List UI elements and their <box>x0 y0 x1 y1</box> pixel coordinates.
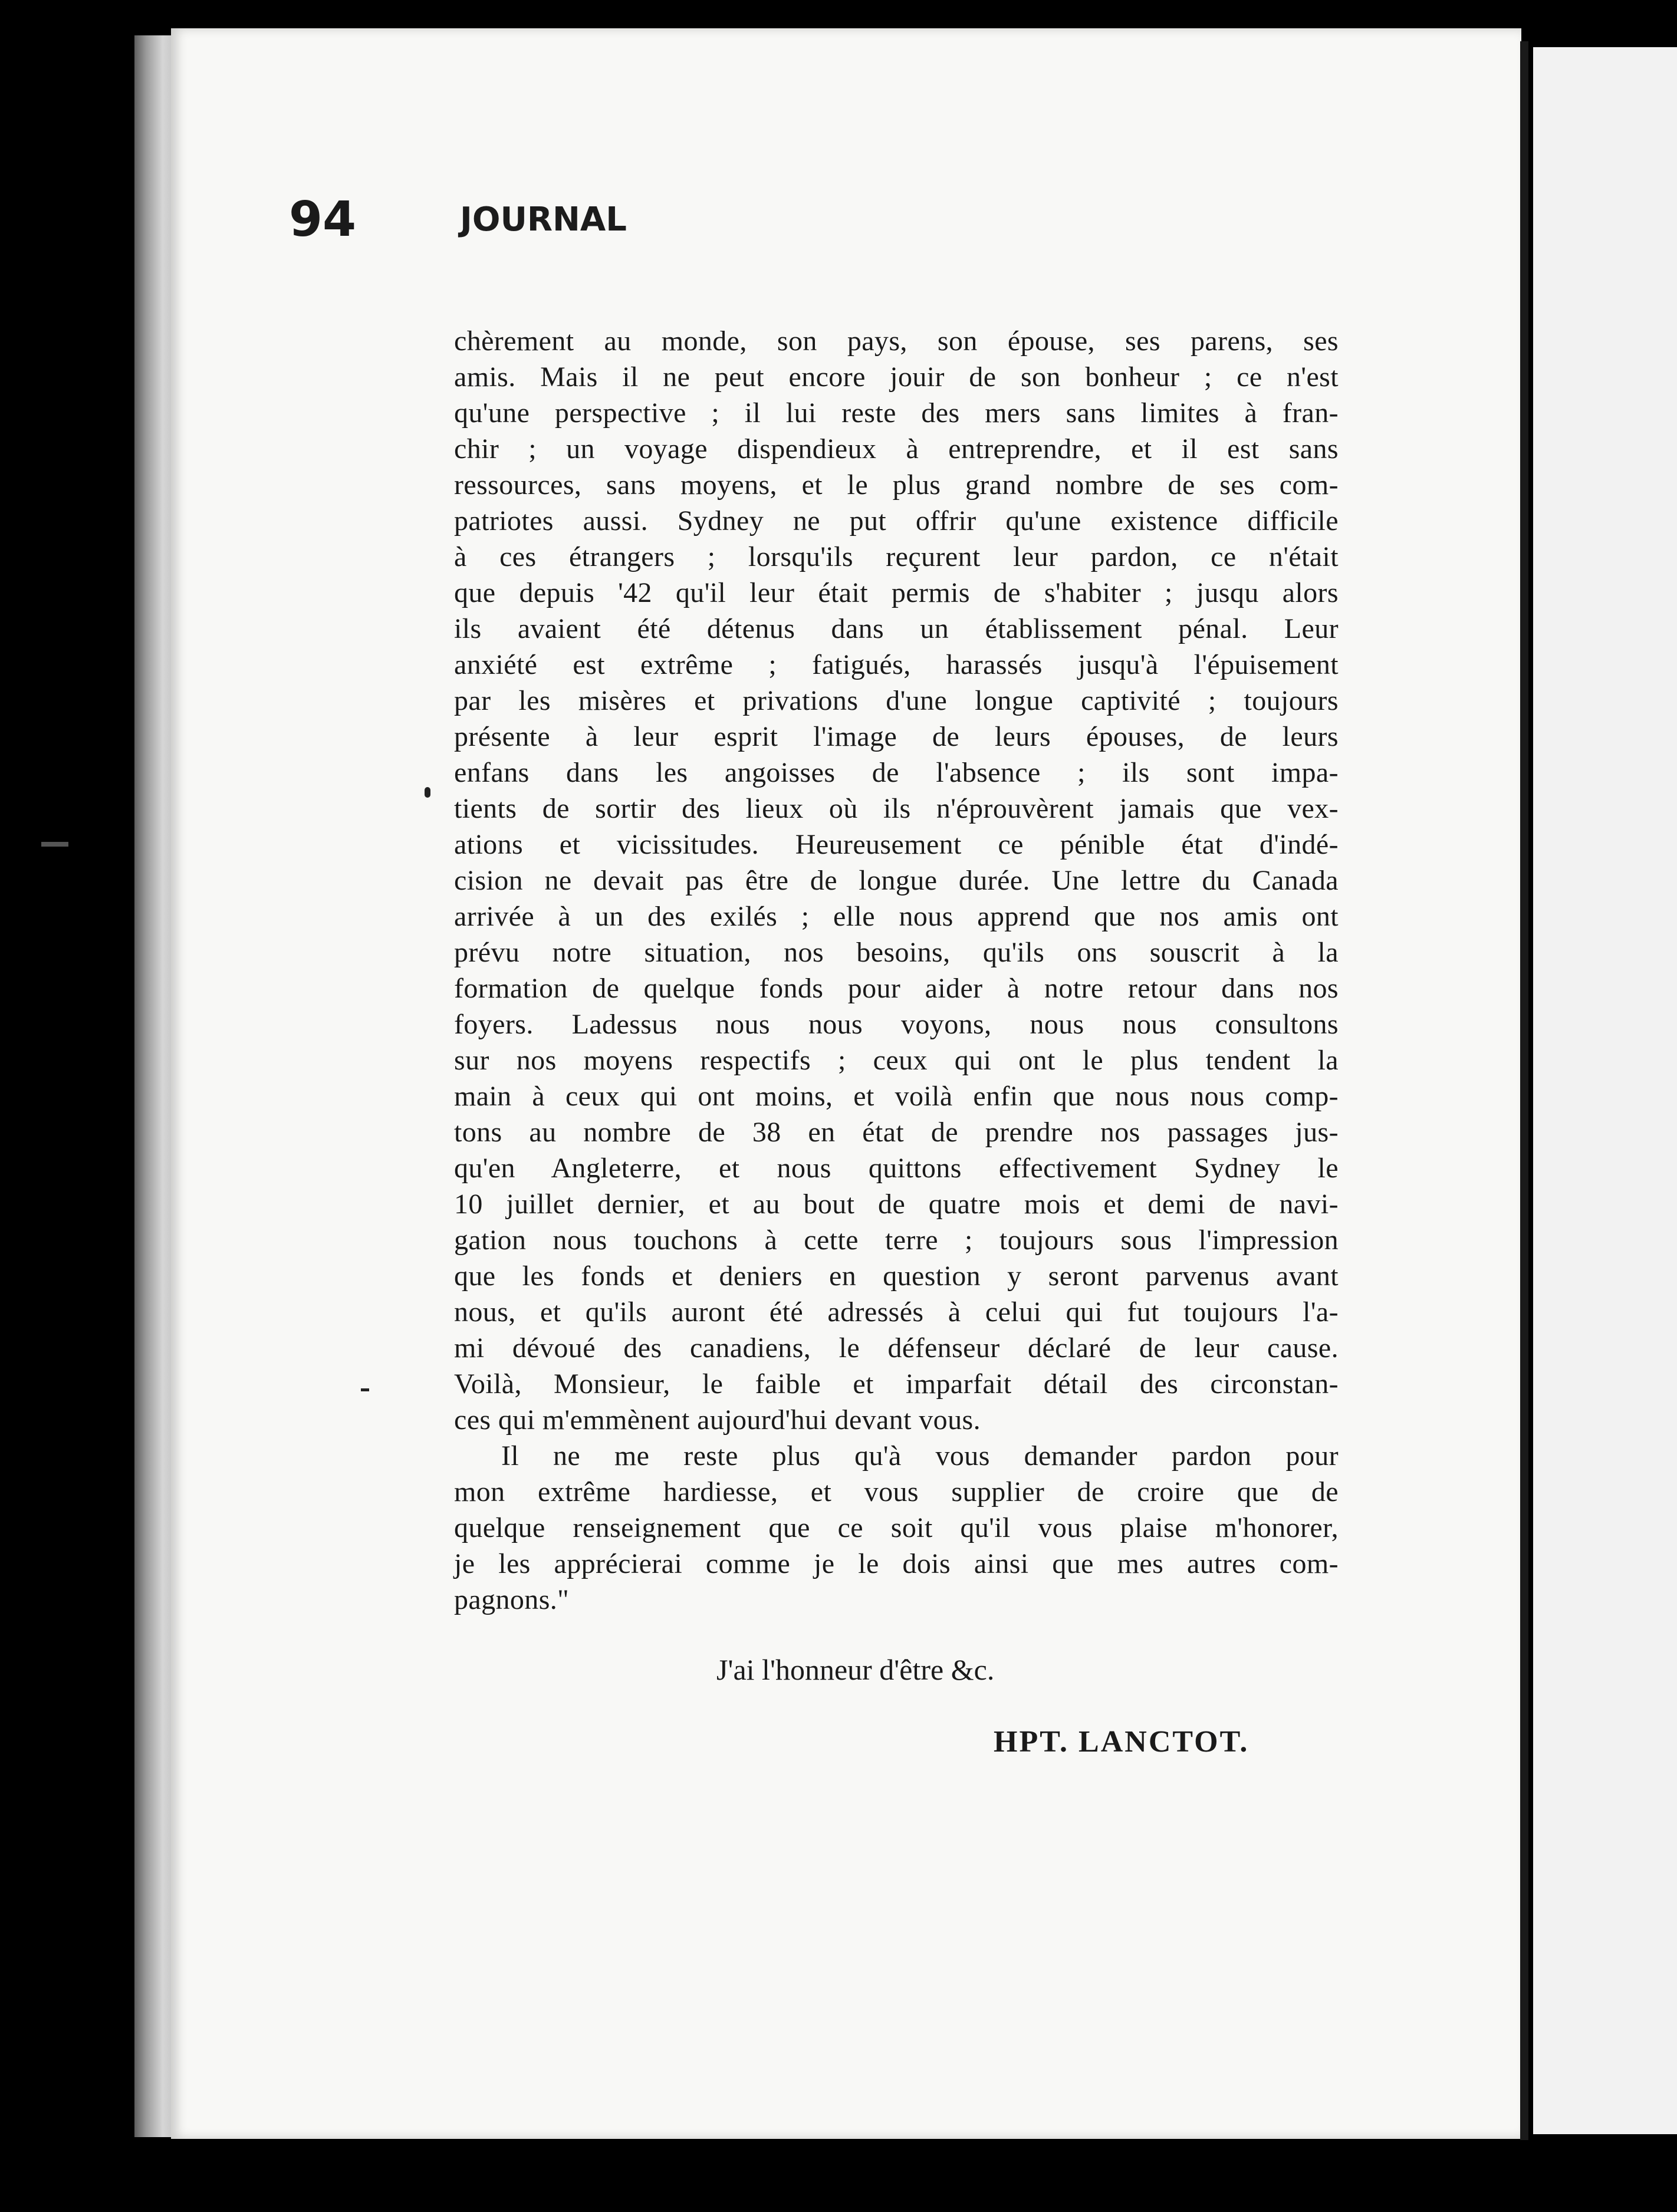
text-line: prévu notre situation, nos besoins, qu'ils ons souscrit à la <box>454 937 1339 968</box>
ink-speck <box>425 787 430 798</box>
text-line: que depuis '42 qu'il leur était permis de s'habiter ; jusqu alors <box>454 577 1339 608</box>
text-line: tons au nombre de 38 en état de prendre nos passages jus- <box>454 1117 1339 1148</box>
text-line: cision ne devait pas être de longue durée. Une lettre du Canada <box>454 865 1339 896</box>
text-line: présente à leur esprit l'image de leurs épouses, de leurs <box>454 721 1339 752</box>
text-line: que les fonds et deniers en question y seront parvenus avant <box>454 1260 1339 1292</box>
page-number: 94 <box>289 192 357 248</box>
text-line: ations et vicissitudes. Heureusement ce pénible état d'indé- <box>454 829 1339 860</box>
closing-salutation: J'ai l'honneur d'être &c. <box>716 1653 995 1686</box>
text-line: patriotes aussi. Sydney ne put offrir qu'une existence difficile <box>454 505 1339 536</box>
text-line: mon extrême hardiesse, et vous supplier de croire que de <box>454 1476 1339 1507</box>
text-line: Il ne me reste plus qu'à vous demander pardon pour <box>501 1440 1339 1472</box>
signature: HPT. LANCTOT. <box>994 1725 1249 1759</box>
text-line: gation nous touchons à cette terre ; toujours sous l'impression <box>454 1224 1339 1256</box>
text-line: foyers. Ladessus nous nous voyons, nous nous consultons <box>454 1009 1339 1040</box>
text-line: 10 juillet dernier, et au bout de quatre mois et demi de navi- <box>454 1189 1339 1220</box>
text-line: qu'en Angleterre, et nous quittons effectivement Sydney le <box>454 1153 1339 1184</box>
text-line: je les apprécierai comme je le dois ainsi que mes autres com- <box>454 1548 1339 1579</box>
page-gutter <box>1520 41 1528 2140</box>
facing-page-edge <box>1533 47 1677 2134</box>
text-line: quelque renseignement que ce soit qu'il vous plaise m'honorer, <box>454 1512 1339 1543</box>
text-line: à ces étrangers ; lorsqu'ils reçurent leur pardon, ce n'était <box>454 541 1339 572</box>
text-line: sur nos moyens respectifs ; ceux qui ont le plus tendent la <box>454 1045 1339 1076</box>
text-line: chir ; un voyage dispendieux à entreprendre, et il est sans <box>454 433 1339 465</box>
text-line: main à ceux qui ont moins, et voilà enfin que nous nous comp- <box>454 1081 1339 1112</box>
text-line: Voilà, Monsieur, le faible et imparfait détail des circonstan- <box>454 1368 1339 1400</box>
text-line: ressources, sans moyens, et le plus grand nombre de ses com- <box>454 469 1339 501</box>
text-line: par les misères et privations d'une longue captivité ; toujours <box>454 685 1339 716</box>
ink-speck <box>41 842 68 847</box>
text-line: enfans dans les angoisses de l'absence ; ils sont impa- <box>454 757 1339 788</box>
text-line: formation de quelque fonds pour aider à notre retour dans nos <box>454 973 1339 1004</box>
text-line: ils avaient été détenus dans un établissement pénal. Leur <box>454 613 1339 644</box>
text-line: anxiété est extrême ; fatigués, harassés jusqu'à l'épuisement <box>454 649 1339 680</box>
text-line: mi dévoué des canadiens, le défenseur déclaré de leur cause. <box>454 1332 1339 1364</box>
running-head: JOURNAL <box>460 200 627 239</box>
text-line: chèrement au monde, son pays, son épouse, ses parens, ses <box>454 325 1339 357</box>
text-line: tients de sortir des lieux où ils n'éprouvèrent jamais que vex- <box>454 793 1339 824</box>
body-text <box>454 323 1339 1618</box>
text-line: arrivée à un des exilés ; elle nous apprend que nos amis ont <box>454 901 1339 932</box>
text-line: ces qui m'emmènent aujourd'hui devant vous. <box>454 1404 981 1436</box>
text-line: qu'une perspective ; il lui reste des mers sans limites à fran- <box>454 397 1339 429</box>
text-line: pagnons." <box>454 1584 570 1615</box>
ink-speck <box>361 1388 369 1391</box>
text-line: nous, et qu'ils auront été adressés à celui qui fut toujours l'a- <box>454 1296 1339 1328</box>
text-line: amis. Mais il ne peut encore jouir de son bonheur ; ce n'est <box>454 361 1339 393</box>
